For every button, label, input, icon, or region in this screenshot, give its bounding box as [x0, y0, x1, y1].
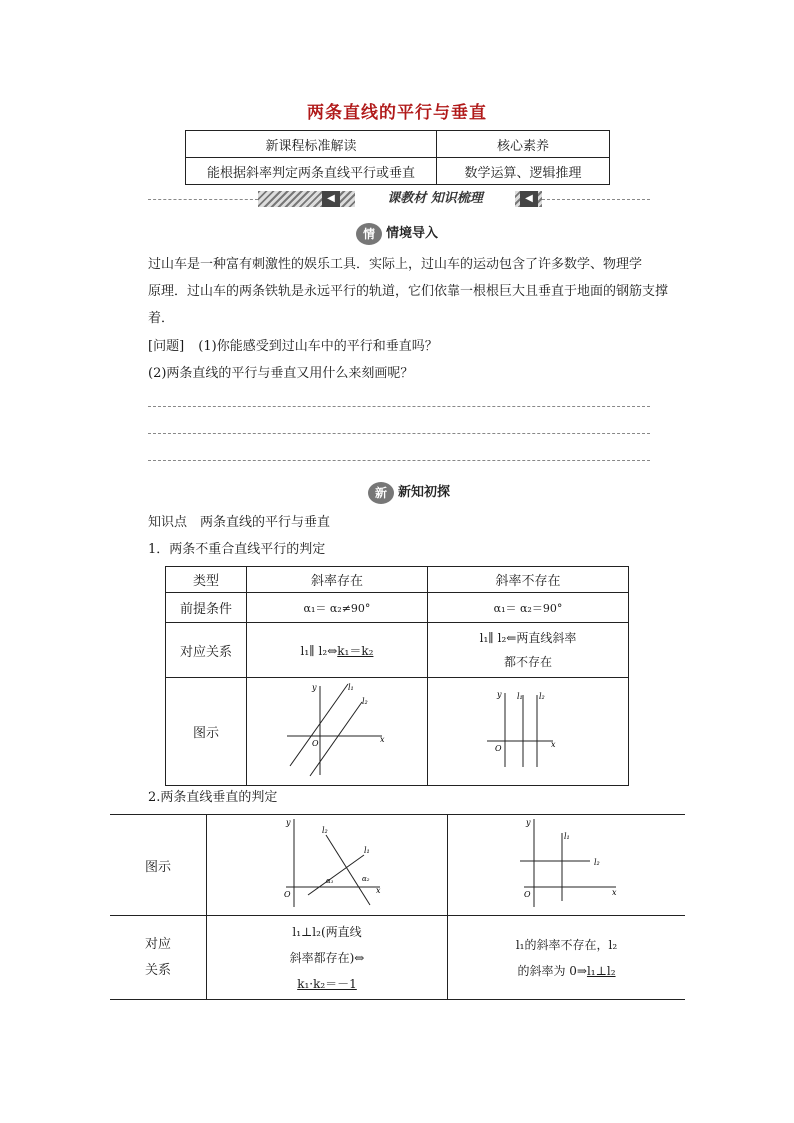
perp-r2-c1 [207, 916, 448, 1000]
new-knowledge-icon: 新 [368, 482, 394, 504]
banner-right-arrow-icon: ◀ [520, 191, 538, 207]
l1-label-2: l₁ [517, 691, 523, 701]
origin-label-2: O [495, 743, 502, 753]
perp-r2-c2 [448, 916, 686, 1000]
parallel-r2-label: 对应关系 [166, 623, 247, 678]
parallel-h-type: 类型 [166, 567, 247, 593]
perp-c2-line2-a: 的斜率为 0⇒ [517, 963, 587, 978]
parallel-r1-label: 前提条件 [166, 593, 247, 623]
perp-r1-label: 图示 [110, 815, 207, 916]
scenario-icon: 情 [356, 223, 382, 245]
parallel-fig-exist-cell [247, 678, 428, 786]
parallel-vertical-figure [483, 685, 573, 775]
perp-c1-line1: l₁⊥l₂(两直线 [292, 924, 362, 939]
question-1-text: (1)你能感受到过山车中的平行和垂直吗？ [198, 339, 438, 354]
parallel-relation-left: l₁∥ l₂⇔ [300, 643, 338, 658]
alpha1-label: α₁ [326, 877, 334, 885]
perp-slopes-figure [272, 815, 382, 911]
perp-c1-line2: 斜率都存在)⇔ [289, 950, 365, 965]
header-table [185, 130, 610, 185]
section-scenario [356, 222, 438, 245]
l2-label-2: l₂ [539, 691, 545, 701]
header-col1: 新课程标准解读 [186, 131, 437, 158]
axis-y-label-4: y [525, 818, 531, 827]
l1-label-3: l₁ [364, 846, 370, 855]
perp-r2-label-a: 对应 [144, 936, 171, 952]
perp-c2-line2 [448, 958, 685, 984]
question-1 [148, 333, 438, 360]
page-title: 两条直线的平行与垂直 [307, 103, 487, 123]
axis-x-label-2: x [551, 739, 556, 749]
perp-r2-label-b: 关系 [144, 962, 171, 978]
perp-c1-line3: k₁·k₂＝－1 [297, 976, 357, 991]
section-scenario-title: 情境导入 [386, 226, 439, 241]
parallel-r3-label: 图示 [166, 678, 247, 786]
parallel-fig-none-cell [428, 678, 629, 786]
section-new-knowledge [368, 481, 450, 504]
parallel-r2-c2 [428, 623, 629, 678]
answer-line-3[interactable] [148, 460, 650, 461]
intro-line1 [148, 251, 668, 278]
perp-r2-label [110, 916, 207, 1000]
parallel-r1-c2: α₁＝ α₂＝90° [428, 593, 629, 623]
header-col2: 核心素养 [437, 131, 610, 158]
header-col2-value: 数学运算、逻辑推理 [437, 158, 610, 185]
origin-label-4: O [523, 890, 531, 899]
l2-label: l₂ [362, 696, 368, 706]
origin-label-3: O [284, 890, 291, 899]
knowledge-sub2: 2.两条直线垂直的判定 [148, 790, 278, 805]
origin-label: O [312, 738, 319, 748]
banner-label: 课教材 知识梳理 [355, 188, 515, 210]
perp-c2-line2-b: l₁⊥l₂ [586, 963, 616, 978]
axis-x-label: x [380, 734, 385, 744]
parallel-r1-c1: α₁＝ α₂≠90° [247, 593, 428, 623]
axis-x-label-4: x [611, 888, 617, 897]
parallel-r2-c1 [247, 623, 428, 678]
perp-axes-figure [512, 815, 622, 911]
intro-line3: 着． [148, 311, 175, 326]
banner-left-arrow-icon: ◀ [322, 191, 340, 207]
parallel-relation-right: k₁＝k₂ [337, 643, 374, 658]
parallel-h-not-exist: 斜率不存在 [428, 567, 629, 593]
header-col1-value: 能根据斜率判定两条直线平行或垂直 [186, 158, 437, 185]
question-label: [问题] [148, 339, 185, 354]
parallel-table [165, 566, 629, 786]
answer-line-1[interactable] [148, 406, 650, 407]
alpha2-label: α₂ [362, 875, 370, 883]
line-l1 [290, 684, 348, 766]
intro-line2: 原理．过山车的两条铁轨是永远平行的轨道，它们依靠一根根巨大且垂直于地面的钢筋支撑 [148, 284, 669, 299]
l2-label-3: l₂ [322, 826, 328, 835]
answer-line-2[interactable] [148, 433, 650, 434]
axis-y-label-3: y [286, 818, 291, 827]
parallel-h-exist: 斜率存在 [247, 567, 428, 593]
axis-x-label-3: x [376, 886, 381, 895]
perpendicular-table [110, 814, 685, 1000]
perp-c2-line1: l₁的斜率不存在，l₂ [515, 937, 618, 952]
l2-label-4: l₂ [593, 858, 600, 867]
knowledge-heading: 知识点 两条直线的平行与垂直 [148, 515, 331, 530]
l1-label: l₁ [348, 682, 354, 692]
banner-rule-right [542, 199, 650, 200]
banner-rule-left [148, 199, 258, 200]
line-l1-slope [308, 855, 364, 895]
intro-text-1: 过山车是一种富有刺激性的娱乐工具．实际上，过山车的运动包含了许多数学、物理学 [148, 257, 643, 272]
axis-y-label-2: y [497, 689, 502, 699]
question-2: (2)两条直线的平行与垂直又用什么来刻画呢？ [148, 366, 414, 381]
knowledge-sub1: 1．两条不重合直线平行的判定 [148, 542, 326, 557]
parallel-r2-c2-line1: l₁∥ l₂⇐两直线斜率 [479, 631, 577, 645]
section-new-knowledge-title: 新知初探 [398, 485, 451, 500]
perp-fig-slopes-cell [207, 815, 448, 916]
perp-fig-axes-cell [448, 815, 686, 916]
l1-label-4: l₁ [563, 832, 570, 841]
parallel-r2-c2-line2: 都不存在 [503, 655, 552, 669]
axis-y-label: y [312, 682, 317, 692]
parallel-slope-figure [282, 680, 392, 780]
